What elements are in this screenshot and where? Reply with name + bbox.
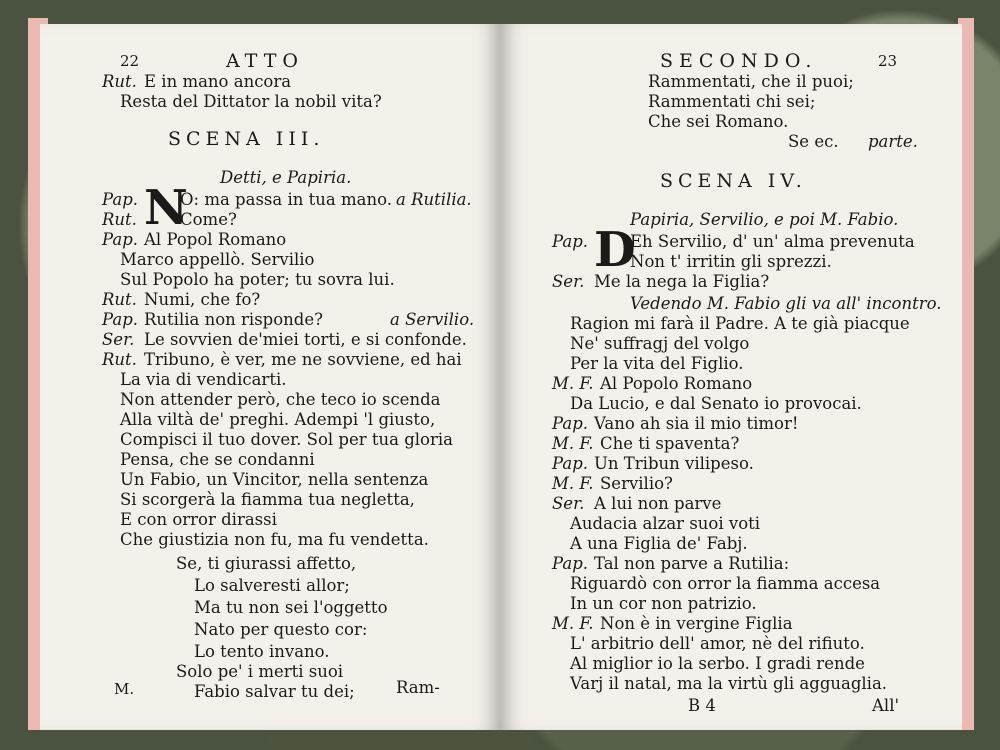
verse-line: O: ma passa in tua mano. (180, 190, 392, 209)
verse-line: Al miglior io la serbo. I gradi rende (570, 654, 865, 673)
page-number: 22 (120, 52, 140, 70)
verse-line: Numi, che fo? (144, 290, 261, 309)
verse-line: Sul Popolo ha poter; tu sovra lui. (120, 270, 395, 289)
verse-line: Se, ti giurassi affetto, (176, 554, 357, 573)
speaker: Ser. (552, 494, 585, 513)
speaker: Rut. (102, 350, 137, 369)
verse-line: E in mano ancora (144, 72, 292, 91)
speaker: Pap. (552, 554, 589, 573)
verse-line: Rutilia non risponde? (144, 310, 323, 329)
right-page (500, 24, 962, 730)
verse-line: Un Fabio, un Vincitor, nella sentenza (120, 470, 429, 489)
verse-line: Rammentati, che il puoi; (648, 72, 854, 91)
speaker: M. F. (552, 434, 594, 453)
verse-line: Ragion mi farà il Padre. A te già piacque (570, 314, 910, 333)
verse-line: Riguardò con orror la fiamma accesa (570, 574, 881, 593)
drop-cap: N (144, 180, 188, 236)
verse-line: Compisci il tuo dover. Sol per tua gloria (120, 430, 453, 449)
speaker: M. F. (552, 374, 594, 393)
verse-line: Che giustizia non fu, ma fu vendetta. (120, 530, 429, 549)
verse-line: Pensa, che se condanni (120, 450, 315, 469)
verse-line: Audacia alzar suoi voti (570, 514, 761, 533)
speaker: Pap. (102, 230, 139, 249)
verse-line: Non t' irritin gli sprezzi. (630, 252, 832, 271)
catchword: Ram- (396, 678, 440, 697)
verse-line: Eh Servilio, d' un' alma prevenuta (630, 232, 915, 251)
speaker: M. F. (552, 474, 594, 493)
verse-line: Lo tento invano. (194, 642, 330, 661)
verse-line: Tribuno, è ver, me ne sovviene, ed hai (144, 350, 462, 369)
verse-line: Se ec. (788, 132, 839, 151)
verse-line: Non attender però, che teco io scenda (120, 390, 441, 409)
left-page (40, 24, 500, 730)
verse-line: Che ti spaventa? (600, 434, 740, 453)
verse-line: Un Tribun vilipeso. (594, 454, 754, 473)
verse-line: Lo salveresti allor; (194, 576, 350, 595)
verse-line: Nato per questo cor: (194, 620, 368, 639)
verse-line: Come? (180, 210, 237, 229)
aside: a Rutilia. (396, 190, 472, 209)
verse-line: Le sovvien de'miei torti, e si confonde. (144, 330, 467, 349)
verse-line: Non è in vergine Figlia (600, 614, 793, 633)
verse-line: Varj il natal, ma la virtù gli agguaglia. (570, 674, 888, 693)
speaker: Pap. (552, 414, 589, 433)
stage-direction: Vedendo M. Fabio gli va all' incontro. (630, 294, 942, 313)
verse-line: Solo pe' i merti suoi (176, 662, 344, 681)
verse-line: Vano ah sia il mio timor! (594, 414, 799, 433)
running-head: SECONDO. (660, 50, 818, 72)
verse-line: Servilio? (600, 474, 673, 493)
speaker: Rut. (102, 290, 137, 309)
verse-line: Ne' suffragj del volgo (570, 334, 750, 353)
speaker: Rut. (102, 210, 137, 229)
page-number: 23 (878, 52, 898, 70)
stage-direction: Detti, e Papiria. (220, 168, 352, 187)
speaker: Rut. (102, 72, 137, 91)
signature-mark: M. (114, 680, 135, 698)
speaker: Ser. (102, 330, 135, 349)
running-head: ATTO (226, 50, 304, 72)
verse-line: Da Lucio, e dal Senato io provocai. (570, 394, 862, 413)
drop-cap: D (594, 222, 636, 278)
verse-line: Ma tu non sei l'oggetto (194, 598, 388, 617)
verse-line: In un cor non patrizio. (570, 594, 757, 613)
speaker: Pap. (102, 310, 139, 329)
speaker: Pap. (102, 190, 139, 209)
verse-line: Che sei Romano. (648, 112, 789, 131)
exit-direction: parte. (868, 132, 918, 151)
verse-line: Rammentati chi sei; (648, 92, 816, 111)
stage-direction: Papiria, Servilio, e poi M. Fabio. (630, 210, 899, 229)
speaker: Pap. (552, 454, 589, 473)
verse-line: La via di vendicarti. (120, 370, 287, 389)
catchword: All' (872, 696, 900, 715)
verse-line: Tal non parve a Rutilia: (594, 554, 790, 573)
scene-title: SCENA IV. (660, 170, 807, 192)
verse-line: Alla viltà de' preghi. Adempi 'l giusto, (120, 410, 436, 429)
speaker: Ser. (552, 272, 585, 291)
scene-title: SCENA III. (168, 128, 325, 150)
verse-line: Marco appellò. Servilio (120, 250, 315, 269)
verse-line: E con orror dirassi (120, 510, 277, 529)
speaker: M. F. (552, 614, 594, 633)
verse-line: Resta del Dittator la nobil vita? (120, 92, 382, 111)
verse-line: L' arbitrio dell' amor, nè del rifiuto. (570, 634, 865, 653)
signature-mark: B 4 (688, 696, 716, 715)
verse-line: Fabio salvar tu dei; (194, 682, 355, 701)
verse-line: A una Figlia de' Fabj. (570, 534, 748, 553)
verse-line: A lui non parve (594, 494, 722, 513)
verse-line: Al Popolo Romano (600, 374, 753, 393)
verse-line: Al Popol Romano (144, 230, 287, 249)
verse-line: Me la nega la Figlia? (594, 272, 770, 291)
verse-line: Si scorgerà la fiamma tua negletta, (120, 490, 415, 509)
speaker: Pap. (552, 232, 589, 251)
verse-line: Per la vita del Figlio. (570, 354, 744, 373)
aside: a Servilio. (390, 310, 475, 329)
